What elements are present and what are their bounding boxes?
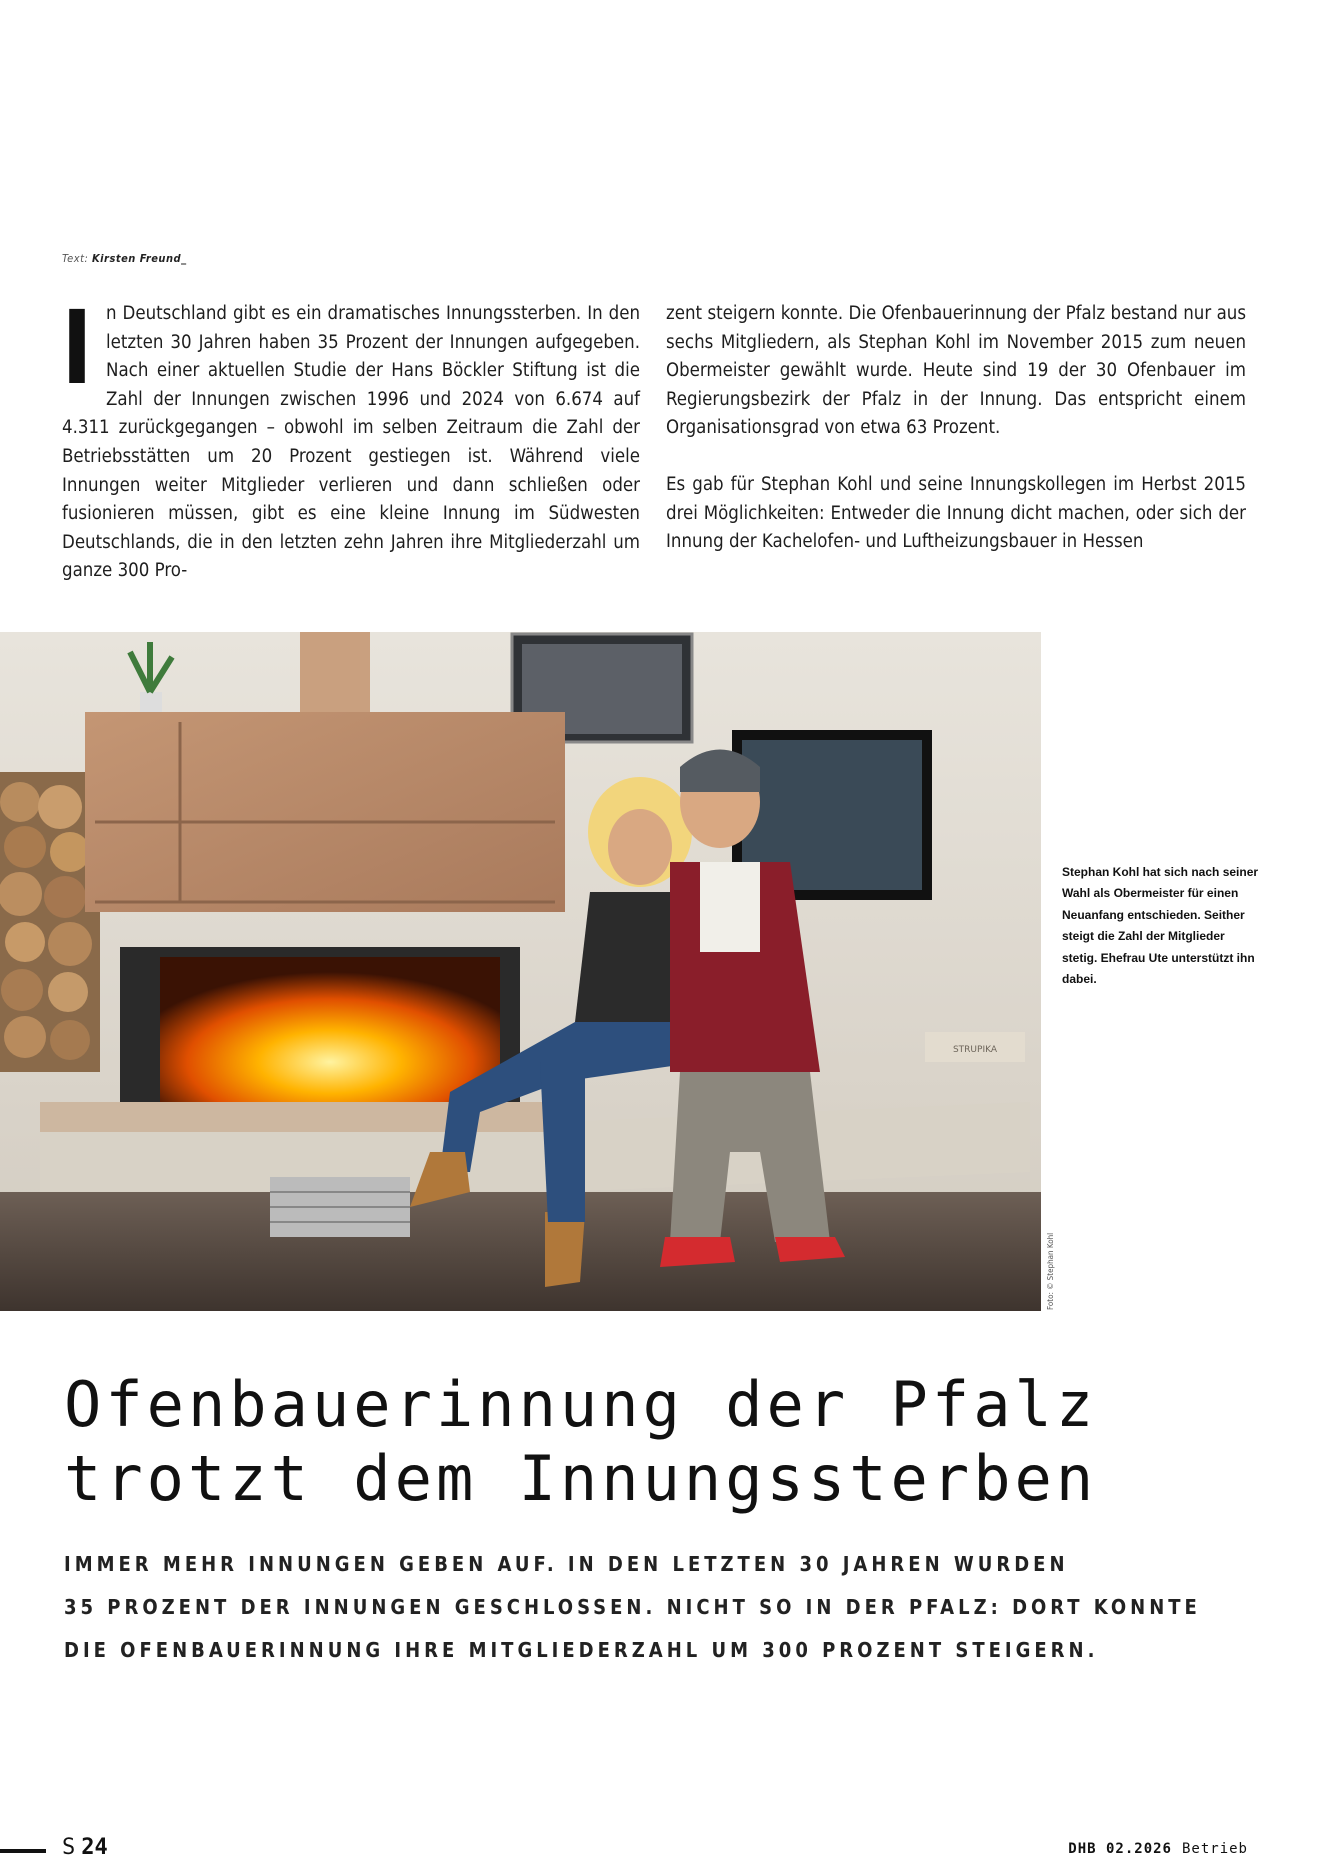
photo-caption: Stephan Kohl hat sich nach seiner Wahl als Obermeister für einen Neuanfang entschieden. Seither steigt die Zahl der Mitglieder stetig. Ehefrau Ute unterstützt ihn dabei. (1062, 865, 1259, 987)
page-number (62, 1835, 108, 1860)
article-photo (0, 632, 1041, 1311)
drop-cap: I (62, 285, 93, 406)
lead-line-1: IMMER MEHR INNUNGEN GEBEN AUF. IN DEN LETZTEN 30 JAHREN WURDEN (64, 1552, 1069, 1576)
floor (0, 1192, 1041, 1311)
article-column-left (62, 285, 640, 586)
lead-line-2: 35 PROZENT DER INNUNGEN GESCHLOSSEN. NICHT SO IN DER PFALZ: DORT KONNTE (64, 1595, 1201, 1619)
page-title (64, 1368, 1097, 1516)
article-paragraph-2: zent steigern konnte. Die Ofenbauerinnung der Pfalz bestand nur aus sechs Mitgliedern, als Stephan Kohl im November 2015 zum neuen Obermeister gewählt wurde. Heute sind 19 der 30 Ofenbauer im Regierungsbezirk der Pfalz in der Innung. Das entspricht einem Organisationsgrad von etwa 63 Prozent. (666, 303, 1246, 439)
issue-label: DHB 02.2026 (1068, 1841, 1172, 1857)
section-label: Betrieb (1181, 1841, 1248, 1857)
photo-credit: Foto: © Stephan Kohl (1046, 1232, 1055, 1310)
footer-rule (0, 1849, 46, 1853)
footer-issue (1068, 1841, 1248, 1857)
credit-prefix: Text: (62, 252, 89, 265)
article-column-right (666, 300, 1246, 557)
article-paragraph-3: Es gab für Stephan Kohl und seine Innungskollegen im Herbst 2015 drei Möglichkeiten: Entweder die Innung dicht machen, oder sich der Innung der Kachelofen- und Luftheizungsbauer in Hessen (666, 473, 1246, 553)
vent-grill (270, 1177, 410, 1237)
page-number-value: 24 (81, 1835, 108, 1860)
box-label: STRUPIKA (952, 1045, 998, 1055)
left-column-text: n Deutschland gibt es ein dramatisches Innungssterben. In den letzten 30 Jahren haben 35 Prozent der Innungen aufgegeben. Nach einer aktuellen Studie der Hans Böckler Stiftung ist die Zahl der Innungen zwischen 1996 und 2024 von 6.674 auf 4.311 zurückgegangen – obwohl im selben Zeitraum die Zahl der Betriebsstätten um 20 Prozent gestiegen ist. Während viele Innungen weiter Mitglieder verlieren und dann schließen oder fusionieren müssen, gibt es eine kleine Innung im Südwesten Deutschlands, die in den letzten zehn Jahren ihre Mitgliederzahl um ganze 300 Pro- (62, 303, 640, 582)
fireplace-photo-illustration (0, 632, 1041, 1311)
author-name: Kirsten Freund_ (92, 252, 187, 265)
headline-line-2: trotzt dem Innungssterben (64, 1442, 1098, 1515)
lead-line-3: DIE OFENBAUERINNUNG IHRE MITGLIEDERZAHL UM 300 PROZENT STEIGERN. (64, 1638, 1099, 1662)
fire (160, 957, 500, 1107)
article-paragraph-1 (62, 285, 640, 586)
author-credit (62, 252, 187, 265)
section-letter: S (62, 1835, 76, 1860)
headline-line-1: Ofenbauerinnung der Pfalz (64, 1368, 1098, 1441)
lead-paragraph (64, 1543, 1201, 1672)
stove-tile-wall (85, 712, 565, 912)
